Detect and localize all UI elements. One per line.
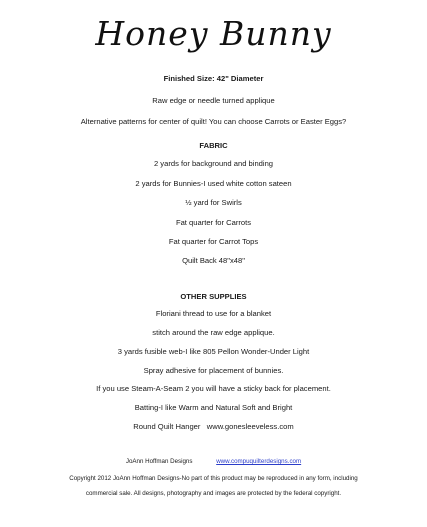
- copyright-line: Copyright 2012 JoAnn Hoffman Designs-No part of this product may be reproduced in any form, including: [69, 475, 358, 482]
- intro-line: Alternative patterns for center of quilt! You can choose Carrots or Easter Eggs?: [80, 117, 347, 126]
- supplies-item: stitch around the raw edge applique.: [152, 328, 275, 337]
- supplies-heading: OTHER SUPPLIES: [180, 292, 247, 301]
- fabric-heading: FABRIC: [199, 141, 228, 150]
- intro-line: Raw edge or needle turned applique: [152, 96, 275, 105]
- fabric-item: Quilt Back 48"x48": [182, 256, 245, 265]
- pattern-title: Honey Bunny: [95, 14, 332, 53]
- supplies-item: If you use Steam-A-Seam 2 you will have a sticky back for placement.: [96, 384, 331, 393]
- fabric-item: Fat quarter for Carrots: [175, 218, 252, 227]
- fabric-item: 2 yards for background and binding: [153, 159, 274, 168]
- footer-credit: [0, 458, 427, 466]
- supplies-item: Floriani thread to use for a blanket: [155, 309, 272, 318]
- fabric-item: 2 yards for Bunnies-I used white cotton sateen: [135, 179, 292, 188]
- supplies-item: 3 yards fusible web-I like 805 Pellon Wonder-Under Light: [117, 347, 310, 356]
- copyright-line: commercial sale. All designs, photography and images are protected by the federal copyright.: [85, 490, 342, 497]
- fabric-item: ½ yard for Swirls: [185, 198, 242, 207]
- website-link[interactable]: www.compuquilterdesigns.com: [216, 458, 302, 465]
- designer-name: JoAnn Hoffman Designs: [125, 458, 193, 465]
- supplies-item: Round Quilt Hanger www.gonesleeveless.com: [133, 422, 294, 431]
- supplies-item: Spray adhesive for placement of bunnies.: [143, 366, 284, 375]
- fabric-item: Fat quarter for Carrot Tops: [168, 237, 259, 246]
- finished-size: Finished Size: 42" Diameter: [163, 74, 264, 83]
- supplies-item: Batting-I like Warm and Natural Soft and Bright: [134, 403, 293, 412]
